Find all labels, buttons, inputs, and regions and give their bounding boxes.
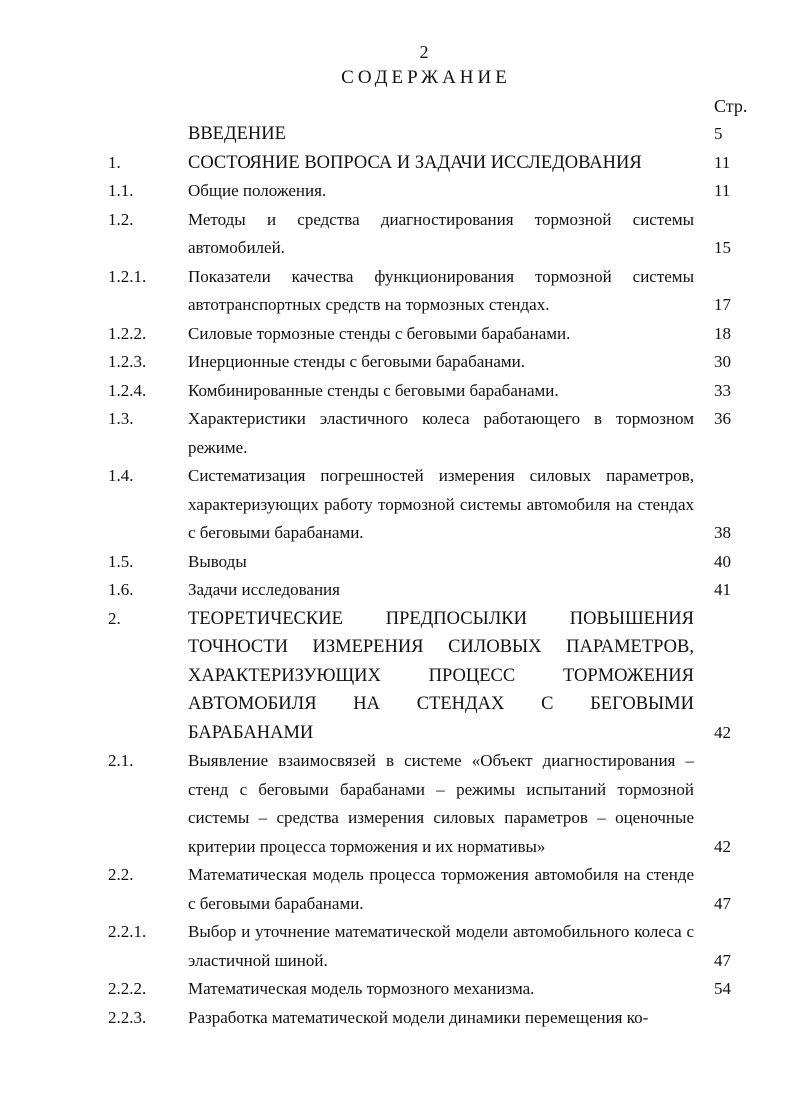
toc-entry-title: Инерционные стенды с беговыми барабанами. <box>188 352 526 371</box>
toc-entry-title: СОСТОЯНИЕ ВОПРОСА И ЗАДАЧИ ИССЛЕДОВАНИЯ <box>188 152 642 173</box>
toc-entry-page: 38 <box>714 523 731 542</box>
toc-entry-page <box>694 1004 754 1033</box>
toc-entry-page: 11 <box>714 181 731 200</box>
toc-entry-title: Систематизация погрешностей измерения силовых параметров, характеризующих работу тормозной системы автомобиля на стендах с беговыми барабанами. <box>188 466 694 542</box>
toc-entry-page: 54 <box>714 979 731 998</box>
toc-entry-number: 2.2.3. <box>108 1007 147 1027</box>
toc-entry-page: 47 <box>714 950 731 970</box>
toc-entry-title: Задачи исследования <box>188 580 340 599</box>
toc-entry-2-1 <box>0 747 792 861</box>
toc-entry-number: 1.2.4. <box>108 380 147 400</box>
toc-entry-page: 47 <box>714 893 731 913</box>
toc-entry-1-5 <box>0 548 792 577</box>
page-number: 2 <box>419 42 429 62</box>
toc-entry-number: 1.2. <box>108 209 134 229</box>
toc-entry-1-2-4 <box>0 377 792 406</box>
toc-entry-title: Разработка математической модели динамики перемещения ко- <box>188 1007 649 1027</box>
toc-entry-page: 40 <box>714 551 731 571</box>
toc-entry-page: 41 <box>714 580 731 599</box>
toc-entry-number: 1.5. <box>108 551 134 571</box>
toc-entry-title: Математическая модель тормозного механизма. <box>188 979 535 998</box>
toc-entry-page: 11 <box>714 152 731 172</box>
toc-entry-page: 42 <box>714 836 731 856</box>
toc-entry-number: 2.2.2. <box>108 979 147 998</box>
toc-entry-number <box>0 120 188 149</box>
toc-entry-page: 30 <box>714 352 731 371</box>
toc-entry-page: 36 <box>714 409 731 428</box>
toc-entry-page: 17 <box>714 295 731 314</box>
toc-entry-2 <box>0 605 792 748</box>
toc-entry-number: 1.2.2. <box>108 323 147 343</box>
toc-entry-1-3 <box>0 405 792 462</box>
toc-entry-1-2-2 <box>0 320 792 349</box>
toc-entry-title: ТЕОРЕТИЧЕСКИЕ ПРЕДПОСЫЛКИ ПОВЫШЕНИЯ ТОЧНОСТИ ИЗМЕРЕНИЯ СИЛОВЫХ ПАРАМЕТРОВ, ХАРАКТЕРИЗУЮЩИХ ПРОЦЕСС ТОРМОЖЕНИЯ АВТОМОБИЛЯ НА СТЕНДАХ С БЕГОВЫМИ БАРАБАНАМИ <box>188 608 694 743</box>
toc-entry-1-2-3 <box>0 348 792 377</box>
toc-entry-1-2-1 <box>0 263 792 320</box>
toc-entry-title: Методы и средства диагностирования тормозной системы автомобилей. <box>188 209 694 257</box>
toc-entry-2-2 <box>0 861 792 918</box>
toc-entry-1-1 <box>0 177 792 206</box>
toc-entry-number: 1.4. <box>108 466 134 485</box>
toc-entry-1-6 <box>0 576 792 605</box>
toc-entry-number: 1.3. <box>108 409 134 428</box>
toc-entry-title: Математическая модель процесса торможения автомобиля на стенде с беговыми барабанами. <box>188 865 694 913</box>
toc-entry-page: 42 <box>714 722 731 742</box>
toc-entry-introduction <box>0 120 792 149</box>
toc-entry-title: Комбинированные стенды с беговыми барабанами. <box>188 380 559 400</box>
toc-entry-title: ВВЕДЕНИЕ <box>188 124 286 144</box>
toc-entry-number: 1. <box>108 152 121 172</box>
toc-entry-number: 1.1. <box>108 181 134 200</box>
toc-entry-1-4 <box>0 462 792 548</box>
toc-entry-number: 2.2. <box>108 865 134 884</box>
toc-entry-page: 33 <box>714 380 731 400</box>
toc-entry-number: 2.2.1. <box>108 922 147 941</box>
toc-title: СОДЕРЖАНИЕ <box>341 67 511 88</box>
toc-entry-number: 2.1. <box>108 751 134 770</box>
table-of-contents <box>0 120 792 1032</box>
toc-entry-page: 18 <box>714 323 731 343</box>
toc-entry-title: Выбор и уточнение математической модели автомобильного колеса с эластичной шиной. <box>188 922 694 970</box>
toc-entry-number: 1.2.1. <box>108 266 147 286</box>
toc-entry-title: Общие положения. <box>188 181 327 200</box>
toc-entry-1-2 <box>0 206 792 263</box>
toc-entry-number: 1.6. <box>108 580 134 599</box>
toc-entry-title: Показатели качества функционирования тормозной системы автотранспортных средств на тормозных стендах. <box>188 266 694 314</box>
page-column-header: Стр. <box>714 96 748 116</box>
toc-entry-2-2-3 <box>0 1004 792 1033</box>
toc-entry-page: 15 <box>714 238 731 257</box>
toc-entry-1 <box>0 149 792 178</box>
toc-entry-page: 5 <box>714 124 723 143</box>
toc-entry-title: Характеристики эластичного колеса работающего в тормозном режиме. <box>188 409 694 457</box>
toc-entry-number: 1.2.3. <box>108 352 147 371</box>
toc-entry-title: Выводы <box>188 551 247 571</box>
toc-entry-number: 2. <box>108 608 121 628</box>
toc-entry-title: Выявление взаимосвязей в системе «Объект диагностирования – стенд с беговыми барабанами – режимы испытаний тормозной системы – средства измерения силовых параметров – оценочные критерии процесса торможения и их нормативы» <box>188 751 694 856</box>
toc-entry-2-2-2 <box>0 975 792 1004</box>
toc-entry-2-2-1 <box>0 918 792 975</box>
toc-entry-title: Силовые тормозные стенды с беговыми барабанами. <box>188 323 571 343</box>
